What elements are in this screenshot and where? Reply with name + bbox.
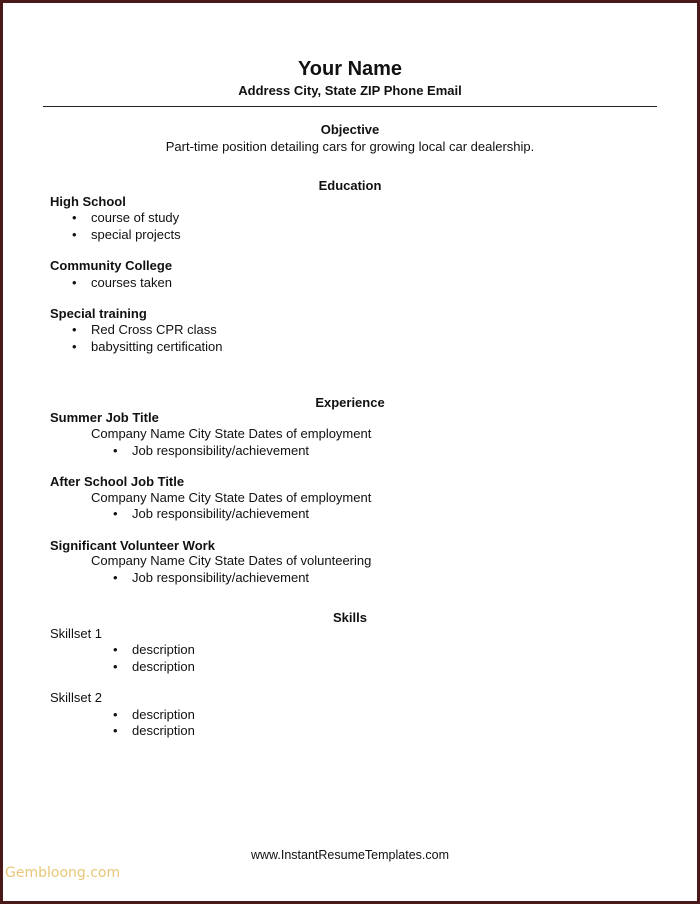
education-heading: Education [318, 178, 382, 193]
job-detail: Company Name City State Dates of employment [91, 490, 372, 505]
resume-page [3, 3, 697, 901]
job-item: • Job responsibility/achievement [132, 570, 309, 585]
skill-item: • description [132, 723, 195, 738]
job-title: Summer Job Title [50, 410, 159, 425]
experience-heading: Experience [315, 395, 385, 410]
job-detail: Company Name City State Dates of employment [91, 426, 372, 441]
objective-heading: Objective [320, 122, 380, 137]
school-title: Special training [50, 306, 147, 321]
skillset-title: Skillset 1 [50, 626, 103, 641]
skillset-title: Skillset 2 [50, 690, 103, 705]
job-item: • Job responsibility/achievement [132, 443, 309, 458]
school-item: • special projects [91, 227, 181, 242]
school-title: Community College [50, 258, 173, 273]
school-title: High School [50, 194, 126, 209]
school-item: • Red Cross CPR class [91, 322, 217, 337]
school-item: • course of study [91, 210, 179, 225]
footer-url[interactable]: www.InstantResumeTemplates.com [251, 848, 449, 862]
skill-item: • description [132, 707, 195, 722]
skills-heading: Skills [333, 610, 367, 625]
job-detail: Company Name City State Dates of volunteering [91, 553, 372, 568]
objective-text: Part-time position detailing cars for growing local car dealership. [165, 139, 535, 154]
skill-item: • description [132, 642, 195, 657]
school-item: • babysitting certification [91, 339, 223, 354]
job-title: After School Job Title [50, 474, 185, 489]
job-item: • Job responsibility/achievement [132, 506, 309, 521]
header-divider [43, 106, 657, 107]
job-title: Significant Volunteer Work [50, 538, 215, 553]
school-item: • courses taken [91, 275, 172, 290]
watermark: Gembloong.com [5, 865, 121, 881]
skill-item: • description [132, 659, 195, 674]
contact-line: Address City, State ZIP Phone Email [238, 83, 462, 98]
resume-name: Your Name [297, 58, 403, 80]
